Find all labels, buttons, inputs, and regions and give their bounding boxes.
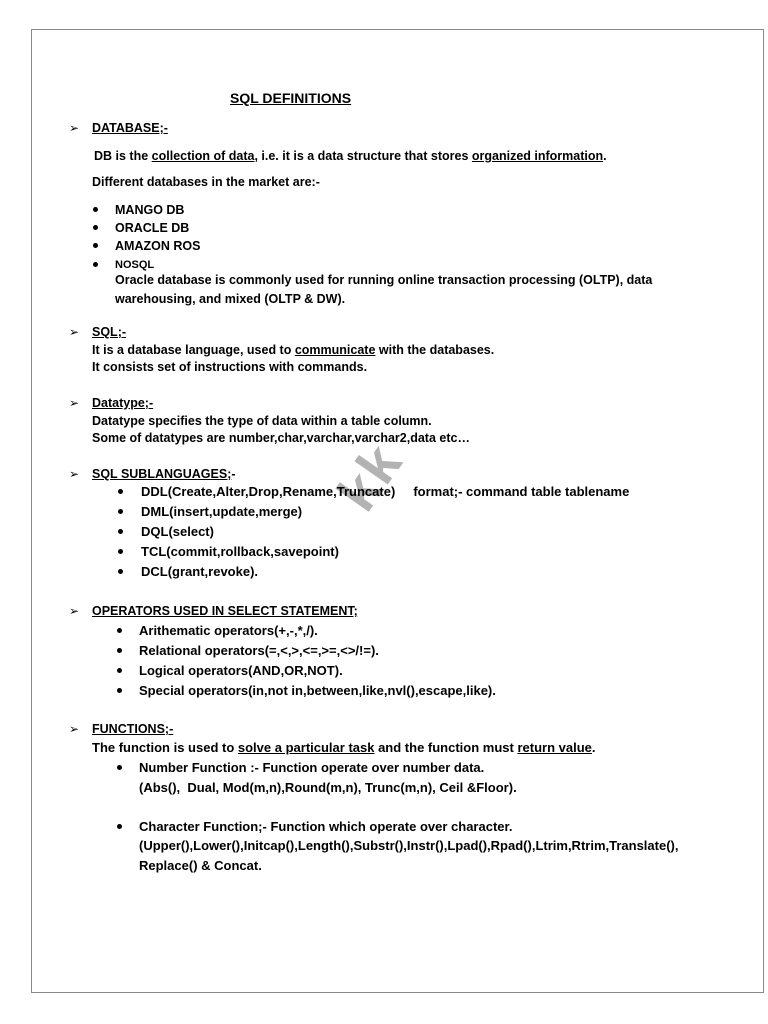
sql-heading: SQL;-	[92, 325, 127, 339]
arrow-bullet-icon: ➢	[69, 396, 80, 410]
bullet-icon	[117, 648, 122, 653]
list-item: Special operators(in,not in,between,like,nvl(),escape,like).	[139, 683, 496, 698]
database-definition: DB is the collection of data, i.e. it is a data structure that stores organized information.	[94, 149, 607, 163]
database-heading: DATABASE;-	[92, 121, 168, 135]
list-item: DCL(grant,revoke).	[141, 564, 259, 579]
list-item: DQL(select)	[141, 524, 214, 539]
bullet-icon	[93, 243, 98, 248]
bullet-icon	[117, 688, 122, 693]
arrow-bullet-icon: ➢	[69, 604, 80, 618]
character-function-line1: Character Function;- Function which operate over character.	[139, 819, 513, 834]
character-function-line3: Replace() & Concat.	[139, 858, 262, 873]
bullet-icon	[118, 529, 123, 534]
list-item: Arithematic operators(+,-,*,/).	[139, 623, 318, 638]
datatype-heading: Datatype;-	[92, 396, 154, 410]
list-item: TCL(commit,rollback,savepoint)	[141, 544, 339, 559]
datatype-line2: Some of datatypes are number,char,varchar,varchar2,data etc…	[92, 431, 470, 445]
watermark: kk	[324, 431, 415, 522]
list-item: NOSQL	[115, 259, 155, 271]
page-title: SQL DEFINITIONS	[230, 90, 352, 106]
bullet-icon	[93, 207, 98, 212]
list-item: DDL(Create,Alter,Drop,Rename,Truncate) format;- command table tablename	[141, 484, 630, 499]
database-list-intro: Different databases in the market are:-	[92, 175, 320, 189]
list-item: MANGO DB	[115, 203, 185, 217]
arrow-bullet-icon: ➢	[69, 722, 80, 736]
sql-line2: It consists set of instructions with commands.	[92, 360, 368, 374]
sublanguages-heading: SQL SUBLANGUAGES;-	[92, 467, 236, 481]
number-function-line1: Number Function :- Function operate over number data.	[139, 760, 485, 775]
sql-line1: It is a database language, used to communicate with the databases.	[92, 343, 495, 357]
arrow-bullet-icon: ➢	[69, 325, 80, 339]
bullet-icon	[117, 668, 122, 673]
functions-heading: FUNCTIONS;-	[92, 722, 174, 736]
bullet-icon	[117, 628, 122, 633]
oracle-paragraph-line1: Oracle database is commonly used for running online transaction processing (OLTP), data	[115, 273, 653, 287]
list-item: DML(insert,update,merge)	[141, 504, 303, 519]
datatype-line1: Datatype specifies the type of data within a table column.	[92, 414, 432, 428]
list-item: ORACLE DB	[115, 221, 190, 235]
character-function-line2: (Upper(),Lower(),Initcap(),Length(),Substr(),Instr(),Lpad(),Rpad(),Ltrim,Rtrim,Translate(),	[139, 838, 679, 853]
bullet-icon	[118, 489, 123, 494]
functions-definition: The function is used to solve a particular task and the function must return value.	[92, 740, 596, 755]
number-function-line2: (Abs(), Dual, Mod(m,n),Round(m,n), Trunc(m,n), Ceil &Floor).	[139, 780, 517, 795]
bullet-icon	[118, 549, 123, 554]
bullet-icon	[118, 509, 123, 514]
bullet-icon	[93, 225, 98, 230]
bullet-icon	[117, 824, 122, 829]
arrow-bullet-icon: ➢	[69, 121, 80, 135]
oracle-paragraph-line2: warehousing, and mixed (OLTP & DW).	[115, 292, 346, 306]
operators-heading: OPERATORS USED IN SELECT STATEMENT;	[92, 604, 358, 618]
arrow-bullet-icon: ➢	[69, 467, 80, 481]
bullet-icon	[118, 569, 123, 574]
list-item: Logical operators(AND,OR,NOT).	[139, 663, 343, 678]
list-item: Relational operators(=,<,>,<=,>=,<>/!=).	[139, 643, 379, 658]
list-item: AMAZON ROS	[115, 239, 201, 253]
bullet-icon	[93, 262, 98, 267]
bullet-icon	[117, 765, 122, 770]
